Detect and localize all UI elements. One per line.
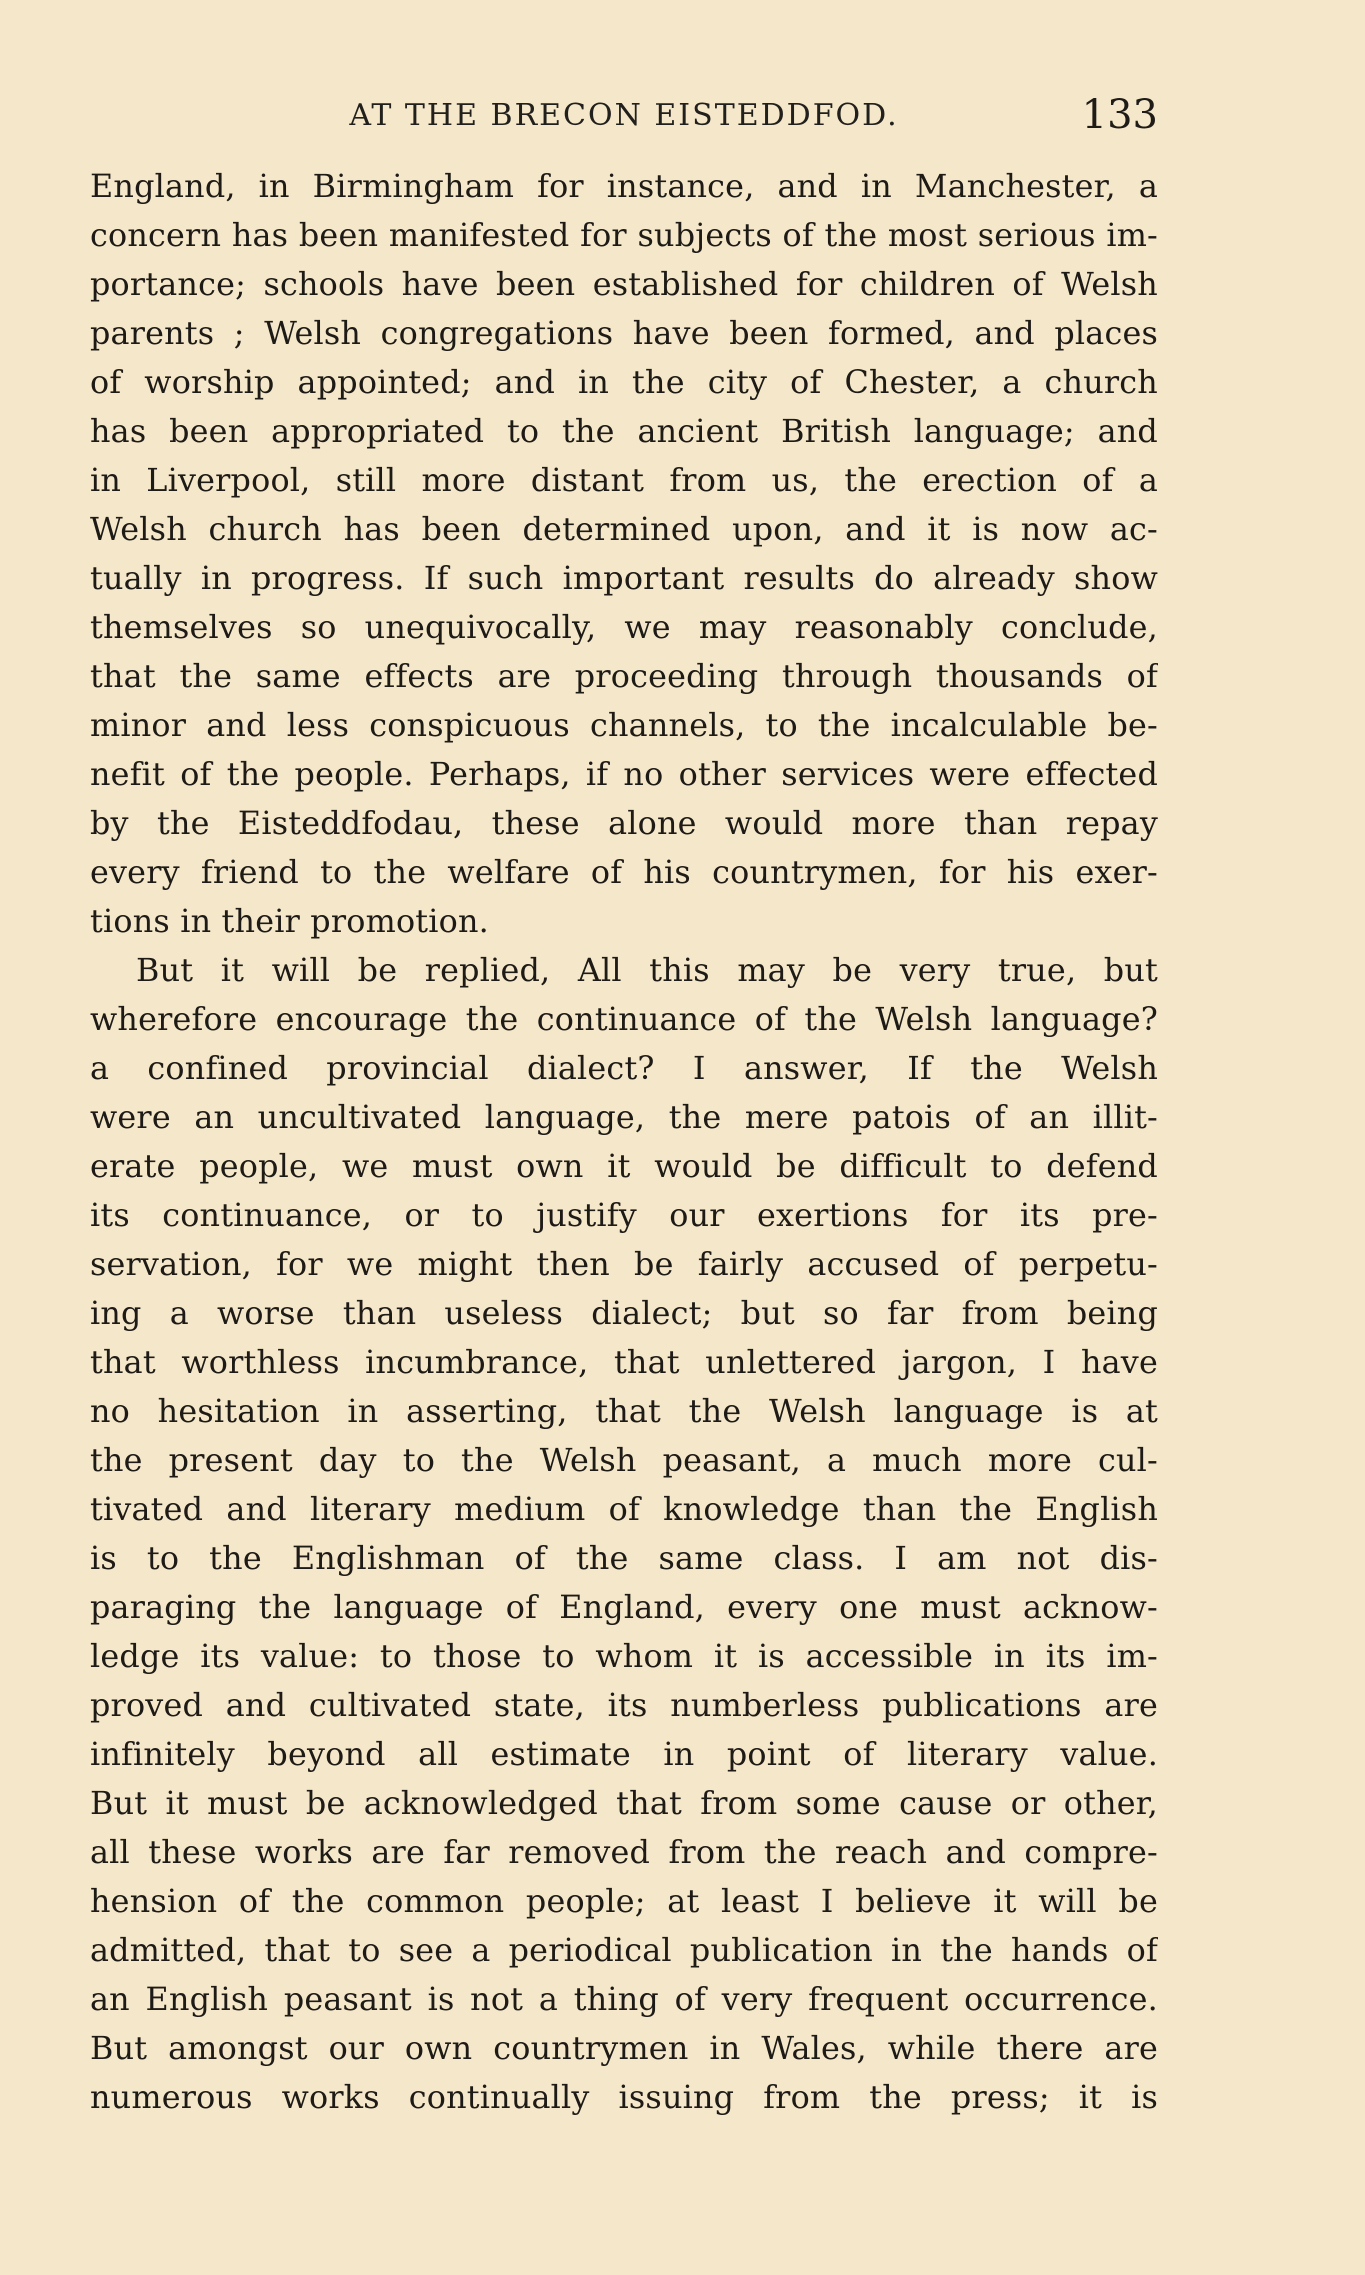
- text-line: But amongst our own countrymen in Wales, while there are: [90, 2030, 1158, 2067]
- text-line: admitted, that to see a periodical publication in the hands of: [90, 1932, 1158, 1969]
- text-line: its continuance, or to justify our exertions for its pre-: [90, 1197, 1158, 1234]
- text-line: But it must be acknowledged that from some cause or other,: [90, 1785, 1158, 1822]
- text-line: infinitely beyond all estimate in point of literary value.: [90, 1736, 1158, 1773]
- text-line: by the Eisteddfodau, these alone would more than repay: [90, 805, 1158, 842]
- text-line: tually in progress. If such important results do already show: [90, 560, 1158, 597]
- text-line: erate people, we must own it would be difficult to defend: [90, 1148, 1158, 1185]
- text-line: proved and cultivated state, its numberless publications are: [90, 1687, 1158, 1724]
- page-number: 133: [1081, 92, 1158, 138]
- text-line: concern has been manifested for subjects of the most serious im-: [90, 217, 1158, 254]
- text-line: nefit of the people. Perhaps, if no other services were effected: [90, 756, 1158, 793]
- text-line: a confined provincial dialect? I answer, If the Welsh: [90, 1050, 1158, 1087]
- text-line: hension of the common people; at least I believe it will be: [90, 1883, 1158, 1920]
- text-line: tivated and literary medium of knowledge than the English: [90, 1491, 1158, 1528]
- running-head: [90, 92, 1158, 138]
- text-line: in Liverpool, still more distant from us, the erection of a: [90, 462, 1158, 499]
- text-line: tions in their promotion.: [90, 903, 489, 940]
- text-line: themselves so unequivocally, we may reasonably conclude,: [90, 609, 1158, 646]
- text-line: of worship appointed; and in the city of Chester, a church: [90, 364, 1158, 401]
- text-line: England, in Birmingham for instance, and in Manchester, a: [90, 168, 1158, 205]
- text-line: that the same effects are proceeding through thousands of: [90, 658, 1158, 695]
- text-line: numerous works continually issuing from the press; it is: [90, 2079, 1158, 2116]
- text-line: portance; schools have been established for children of Welsh: [90, 266, 1158, 303]
- text-line: the present day to the Welsh peasant, a much more cul-: [90, 1442, 1158, 1479]
- text-line: is to the Englishman of the same class. I am not dis-: [90, 1540, 1158, 1577]
- text-line: minor and less conspicuous channels, to the incalculable be-: [90, 707, 1158, 744]
- text-line: paraging the language of England, every one must acknow-: [90, 1589, 1158, 1626]
- text-line: But it will be replied, All this may be very true, but: [136, 952, 1158, 989]
- running-title: AT THE BRECON EISTEDDFOD.: [349, 98, 899, 133]
- text-line: every friend to the welfare of his countrymen, for his exer-: [90, 854, 1158, 891]
- text-line: were an uncultivated language, the mere patois of an illit-: [90, 1099, 1158, 1136]
- text-line: no hesitation in asserting, that the Welsh language is at: [90, 1393, 1158, 1430]
- text-line: servation, for we might then be fairly accused of perpetu-: [90, 1246, 1158, 1283]
- text-line: an English peasant is not a thing of very frequent occurrence.: [90, 1981, 1158, 2018]
- text-line: all these works are far removed from the reach and compre-: [90, 1834, 1158, 1871]
- body-text: [90, 162, 1158, 2122]
- text-line: ing a worse than useless dialect; but so far from being: [90, 1295, 1158, 1332]
- text-line: ledge its value: to those to whom it is accessible in its im-: [90, 1638, 1158, 1675]
- text-line: that worthless incumbrance, that unlettered jargon, I have: [90, 1344, 1158, 1381]
- text-line: has been appropriated to the ancient British language; and: [90, 413, 1158, 450]
- text-line: Welsh church has been determined upon, and it is now ac-: [90, 511, 1158, 548]
- text-line: parents ; Welsh congregations have been formed, and places: [90, 315, 1158, 352]
- text-line: wherefore encourage the continuance of the Welsh language?: [90, 1001, 1158, 1038]
